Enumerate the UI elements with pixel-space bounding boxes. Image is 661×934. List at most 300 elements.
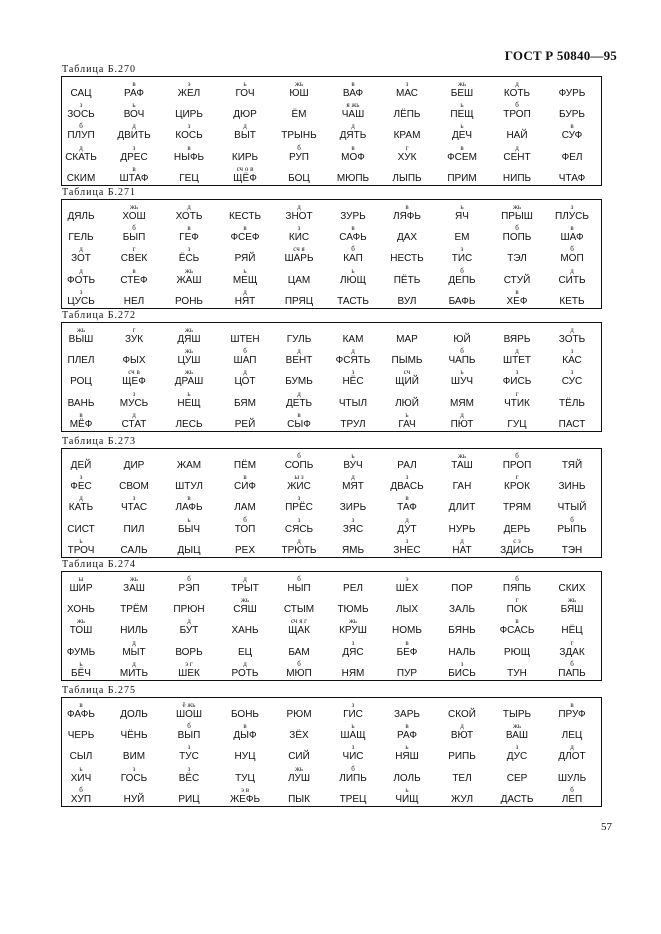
pronunciation-mark: г — [132, 326, 136, 334]
word-text: ЧИЩ — [395, 793, 419, 805]
word-text: ГАН — [452, 481, 472, 493]
pronunciation-mark: б — [570, 245, 574, 254]
word-text: САЛЬ — [120, 544, 148, 556]
word-text: ХИЧ — [70, 772, 92, 784]
word-text: ХОТЬ — [175, 211, 203, 222]
table-title: Таблица Б.271 — [62, 187, 137, 198]
word-text: ПЛУП — [67, 130, 95, 142]
word-text: ДВАСЬ — [390, 481, 424, 493]
pronunciation-mark: з — [460, 659, 464, 668]
word-text: МАР — [396, 334, 418, 345]
word-text: КАС — [562, 355, 582, 367]
pronunciation-mark: ь — [351, 266, 355, 275]
pronunciation-mark: б — [187, 722, 191, 731]
word-text: БЫЧ — [177, 523, 201, 535]
word-text: МУСЬ — [119, 397, 149, 409]
word-text: НИЛЬ — [120, 625, 148, 637]
word-cell — [434, 287, 490, 313]
pronunciation-mark: б — [351, 245, 355, 254]
table-row — [62, 659, 601, 685]
word-cell — [489, 164, 545, 190]
pronunciation-mark: д — [570, 743, 574, 752]
pronunciation-mark: в — [515, 617, 519, 626]
pronunciation-mark: д — [351, 122, 355, 131]
pronunciation-mark: в — [297, 410, 301, 419]
word-text: ДАХ — [396, 232, 418, 244]
pronunciation-mark: ы з — [294, 473, 304, 482]
word-text: ЧЁНЬ — [120, 730, 148, 742]
pronunciation-mark: з — [351, 701, 355, 709]
pronunciation-mark: з — [187, 245, 191, 254]
word-text: СЕР — [506, 772, 528, 784]
word-text: СЕНТ — [503, 151, 531, 163]
pronunciation-mark: ь — [243, 80, 247, 88]
word-text: ДЯТЬ — [339, 130, 367, 142]
pronunciation-mark: в — [405, 722, 409, 731]
word-text: ЗДАК — [559, 646, 585, 658]
word-text: ЧТАФ — [558, 172, 586, 184]
word-text: РЕЛ — [343, 583, 363, 594]
pronunciation-mark: з — [515, 368, 519, 377]
word-text: ЧАПЬ — [448, 355, 476, 367]
pronunciation-mark: з — [405, 473, 409, 482]
word-text: ЧТИК — [504, 397, 530, 409]
word-cell — [434, 785, 490, 811]
word-text: ТРЯМ — [502, 502, 532, 514]
pronunciation-mark: ь — [460, 101, 464, 110]
pronunciation-mark: д — [460, 410, 464, 419]
word-text: ЁМ — [291, 109, 307, 121]
word-text: ШАП — [233, 355, 257, 367]
pronunciation-mark: ь — [187, 389, 191, 398]
word-text: НИПЬ — [502, 172, 532, 184]
word-cell — [53, 287, 109, 313]
word-text: ЗЯС — [342, 523, 364, 535]
word-cell — [434, 410, 490, 436]
pronunciation-mark: д — [187, 617, 191, 626]
word-text: ПОР — [451, 583, 473, 594]
word-text: ЛЕЦ — [561, 730, 583, 742]
word-text: ТАСТЬ — [337, 295, 369, 307]
pronunciation-mark: д — [132, 410, 136, 419]
word-text: ДЕЧ — [451, 130, 473, 142]
word-text: ВЕНТ — [285, 355, 313, 367]
pronunciation-mark: с з — [513, 536, 521, 545]
pronunciation-mark: в — [132, 80, 136, 88]
word-text: ЮШ — [289, 88, 309, 99]
word-text: ТЯЙ — [561, 460, 583, 471]
pronunciation-mark: д — [515, 80, 519, 88]
word-text: КРАМ — [393, 130, 421, 142]
word-text: ФИСЬ — [502, 376, 532, 388]
word-text: ПРИМ — [447, 172, 477, 184]
word-text: СИЙ — [288, 751, 310, 763]
word-text: ТРЫНЬ — [281, 130, 317, 142]
pronunciation-mark: сч я г — [290, 617, 308, 626]
pronunciation-mark: ё жь — [182, 701, 196, 709]
pronunciation-mark: з — [187, 743, 191, 752]
word-text: ПЛУСЬ — [555, 211, 589, 222]
word-cell — [544, 410, 600, 436]
word-text: ДЫЦ — [177, 544, 201, 556]
word-text: ЧТЫЛ — [338, 397, 368, 409]
word-text: НУРЬ — [448, 523, 476, 535]
word-text: БЯМ — [233, 397, 256, 409]
pronunciation-mark: д — [243, 659, 247, 668]
word-cell — [325, 536, 381, 562]
word-text: РЮМ — [286, 709, 312, 720]
word-text: ХОШ — [122, 211, 146, 222]
pronunciation-mark: в — [405, 203, 409, 211]
word-cell — [379, 164, 435, 190]
pronunciation-mark: г — [405, 143, 409, 152]
pronunciation-mark: б — [351, 764, 355, 773]
word-text: КАТЬ — [68, 502, 94, 514]
pronunciation-mark: жь — [129, 203, 139, 211]
word-text: СУФ — [561, 130, 583, 142]
pronunciation-mark: в — [187, 224, 191, 233]
word-text: САФЬ — [339, 232, 367, 244]
word-text: ЗНЕС — [393, 544, 421, 556]
word-text: ПРУФ — [558, 709, 586, 720]
word-text: ЗИРЬ — [339, 502, 367, 514]
word-text: ДРЕС — [120, 151, 148, 163]
pronunciation-mark: д — [515, 143, 519, 152]
word-text: ЛЁПЬ — [393, 109, 421, 121]
word-cell — [161, 659, 217, 685]
word-text: БЯНЬ — [448, 625, 476, 637]
word-text: ФУМЬ — [66, 646, 96, 658]
word-text: ПЮТ — [450, 418, 474, 430]
pronunciation-mark: ь — [460, 368, 464, 377]
word-text: ЛЮЙ — [395, 397, 419, 409]
pronunciation-mark: ь — [405, 410, 409, 419]
word-cell — [379, 659, 435, 685]
pronunciation-mark: в — [79, 701, 83, 709]
pronunciation-mark: б — [297, 575, 301, 583]
pronunciation-mark: д — [187, 203, 191, 211]
word-text: ЗИНЬ — [558, 481, 586, 493]
word-text: ШОШ — [175, 709, 203, 720]
word-text: ПОПЬ — [502, 232, 532, 244]
word-text: ФЫХ — [122, 355, 146, 367]
pronunciation-mark: в — [79, 410, 83, 419]
pronunciation-mark: сч о в — [236, 164, 254, 173]
word-text: ЖУЛ — [450, 793, 474, 805]
word-text: НАЛЬ — [448, 646, 476, 658]
word-cell — [434, 659, 490, 685]
pronunciation-mark: э — [405, 575, 409, 583]
pronunciation-mark: д — [79, 143, 83, 152]
word-text: ДЫФ — [233, 730, 257, 742]
word-text: РОНЬ — [174, 295, 203, 307]
pronunciation-mark: з — [570, 203, 574, 211]
word-text: БАМ — [288, 646, 310, 658]
pronunciation-mark: д — [243, 287, 247, 296]
word-cell — [106, 164, 162, 190]
pronunciation-mark: жь — [294, 764, 304, 773]
word-text: ШТЕТ — [502, 355, 532, 367]
pronunciation-mark: я жь — [346, 101, 360, 110]
word-text: МЮП — [286, 667, 312, 679]
word-text: ВИМ — [122, 751, 146, 763]
pronunciation-mark: ь — [132, 101, 136, 110]
word-text: ДЛОТ — [558, 751, 586, 763]
pronunciation-mark: з — [405, 80, 409, 88]
pronunciation-mark: з — [570, 368, 574, 377]
word-text: ВОРЬ — [175, 646, 203, 658]
pronunciation-mark: д — [132, 638, 136, 647]
word-cell — [106, 785, 162, 811]
pronunciation-mark: д — [570, 266, 574, 275]
word-text: ВЫШ — [68, 334, 94, 345]
pronunciation-mark: б — [515, 575, 519, 583]
word-cell — [217, 287, 273, 313]
pronunciation-mark: б — [460, 266, 464, 275]
pronunciation-mark: ь — [460, 203, 464, 211]
pronunciation-mark: з — [351, 515, 355, 524]
word-text: ВУЧ — [343, 460, 363, 471]
pronunciation-mark: г — [570, 638, 574, 647]
word-text: КЕСТЬ — [228, 211, 262, 222]
word-text: ПУР — [396, 667, 418, 679]
pronunciation-mark: д — [132, 659, 136, 668]
pronunciation-mark: в — [243, 224, 247, 233]
word-text: ПАСТ — [558, 418, 586, 430]
table-row — [62, 287, 601, 313]
word-cell — [325, 287, 381, 313]
word-text: ВУЛ — [397, 295, 417, 307]
word-text: НЕЩ — [177, 397, 201, 409]
word-text: ЖАМ — [176, 460, 202, 471]
word-text: ЕМ — [454, 232, 470, 244]
pronunciation-mark: ь — [243, 266, 247, 275]
word-text: ЛЯФЬ — [393, 211, 421, 222]
pronunciation-mark: жь — [76, 326, 86, 334]
pronunciation-mark: г — [515, 473, 519, 482]
word-text: ЩАК — [288, 625, 310, 637]
table-title: Таблица Б.273 — [62, 436, 137, 447]
word-text: ПЫК — [288, 793, 310, 805]
word-text: ДУС — [506, 751, 528, 763]
word-text: ТЮМЬ — [337, 604, 369, 616]
word-text: РЕЙ — [234, 418, 256, 430]
word-text: ТАШ — [451, 460, 473, 471]
word-text: БУМЬ — [285, 376, 313, 388]
word-text: ЦАМ — [287, 274, 311, 286]
pronunciation-mark: б — [515, 101, 519, 110]
word-text: РЭП — [178, 583, 200, 594]
word-text: ПЁМ — [233, 460, 257, 471]
word-text: БАФЬ — [448, 295, 476, 307]
word-cell — [544, 164, 600, 190]
word-text: ЛЫХ — [395, 604, 419, 616]
word-text: ХАНЬ — [231, 625, 259, 637]
word-text: ТУН — [507, 667, 527, 679]
pronunciation-mark: з — [297, 494, 301, 503]
word-text: СКАТЬ — [65, 151, 97, 163]
pronunciation-mark: з — [405, 536, 409, 545]
pronunciation-mark: д — [351, 473, 355, 482]
word-text: ЖЕЛ — [177, 88, 201, 99]
pronunciation-mark: б — [187, 575, 191, 583]
word-text: ТУС — [179, 751, 199, 763]
pronunciation-mark: жь — [240, 596, 250, 605]
word-text: РИЦ — [178, 793, 200, 805]
table-row — [62, 164, 601, 190]
pronunciation-mark: д — [297, 536, 301, 545]
word-text: КИРЬ — [231, 151, 259, 163]
pronunciation-mark: в — [187, 143, 191, 152]
pronunciation-mark: з — [79, 101, 83, 110]
table-row — [62, 410, 601, 436]
pronunciation-mark: з — [132, 143, 136, 152]
pronunciation-mark: б — [79, 785, 83, 794]
word-text: РАФ — [397, 730, 417, 742]
pronunciation-mark: д — [515, 347, 519, 356]
word-text: ЗЁХ — [289, 730, 309, 742]
word-text: КОСЬ — [175, 130, 203, 142]
word-text: ШЕК — [178, 667, 200, 679]
word-text: КРОК — [504, 481, 530, 493]
word-text: ВЫТ — [234, 130, 256, 142]
pronunciation-mark: з — [132, 764, 136, 773]
pronunciation-mark: д — [460, 536, 464, 545]
word-text: ЗНОТ — [285, 211, 313, 222]
pronunciation-mark: в — [132, 164, 136, 173]
word-text: ТРЁМ — [120, 604, 148, 616]
word-cell — [217, 659, 273, 685]
word-text: ВАШ — [505, 730, 529, 742]
word-cell — [53, 410, 109, 436]
word-text: БУТ — [179, 625, 199, 637]
word-text: ЗДИСЬ — [500, 544, 534, 556]
word-text: ДЮР — [233, 109, 257, 121]
pronunciation-mark: в — [187, 494, 191, 503]
pronunciation-mark: з — [351, 743, 355, 752]
word-text: РАФ — [124, 88, 144, 99]
word-text: ЗАШ — [123, 583, 145, 594]
table-row — [62, 536, 601, 562]
word-text: ТЫРЬ — [502, 709, 532, 720]
pronunciation-mark: б — [79, 122, 83, 131]
pronunciation-mark: з — [79, 473, 83, 482]
pronunciation-mark: д — [570, 326, 574, 334]
table-row — [62, 785, 601, 811]
word-cell — [217, 164, 273, 190]
pronunciation-mark: жь — [567, 596, 577, 605]
pronunciation-mark: в — [351, 80, 355, 88]
word-text: ДЯС — [342, 646, 364, 658]
word-text: НЁЦ — [561, 625, 583, 637]
word-cell — [161, 164, 217, 190]
word-text: ТРУЛ — [340, 418, 366, 430]
word-text: СИСТ — [67, 523, 95, 535]
pronunciation-mark: д — [243, 575, 247, 583]
pronunciation-mark: жь — [294, 80, 304, 88]
word-text: ГУЛЬ — [286, 334, 312, 345]
word-cell — [325, 164, 381, 190]
word-text: ГОСЬ — [120, 772, 148, 784]
word-cell — [325, 785, 381, 811]
word-text: ТРЮТЬ — [281, 544, 317, 556]
word-text: ФСЕМ — [447, 151, 477, 163]
pronunciation-mark: сч в — [128, 368, 140, 377]
pronunciation-mark: б — [515, 224, 519, 233]
word-text: ТЭН — [561, 544, 583, 556]
word-text: ТРОП — [503, 109, 531, 121]
word-text: ЯЧ — [455, 211, 469, 222]
word-cell — [489, 659, 545, 685]
word-text: ХУК — [397, 151, 417, 163]
word-cell — [544, 536, 600, 562]
pronunciation-mark: з — [351, 638, 355, 647]
word-text: КИС — [288, 232, 310, 244]
pronunciation-mark: б — [243, 515, 247, 524]
word-text: НЯШ — [395, 751, 419, 763]
word-text: ТАФ — [397, 502, 417, 514]
word-text: ДЕЙ — [70, 460, 92, 471]
pronunciation-mark: з — [460, 245, 464, 254]
word-text: ПРЮН — [173, 604, 205, 616]
word-text: БЕФ — [396, 646, 418, 658]
word-text: ЩИЙ — [395, 376, 419, 388]
pronunciation-mark: д — [243, 368, 247, 377]
word-cell — [544, 287, 600, 313]
word-text: СИФ — [233, 481, 256, 493]
pronunciation-mark: жь — [512, 203, 522, 211]
word-text: РЫПЬ — [557, 523, 587, 535]
word-table — [61, 697, 602, 807]
word-text: СКИМ — [66, 172, 96, 184]
word-text: СЫЛ — [69, 751, 93, 763]
pronunciation-mark: г — [515, 389, 519, 398]
pronunciation-mark: ь — [405, 785, 409, 794]
pronunciation-mark: э в — [240, 785, 250, 794]
word-text: ЧИС — [342, 751, 364, 763]
word-text: БОНЬ — [230, 709, 259, 720]
pronunciation-mark: в — [405, 494, 409, 503]
word-text: БОЦ — [288, 172, 310, 184]
word-text: ХУП — [70, 793, 92, 805]
word-cell — [544, 659, 600, 685]
word-cell — [434, 164, 490, 190]
word-text: НЁС — [342, 376, 364, 388]
word-text: ЕЦ — [237, 646, 253, 658]
word-text: ШТЕН — [230, 334, 260, 345]
word-text: НЯТ — [234, 295, 256, 307]
pronunciation-mark: з — [132, 389, 136, 398]
pronunciation-mark: д — [297, 389, 301, 398]
pronunciation-mark: в — [460, 143, 464, 152]
word-text: ДЕПЬ — [448, 274, 476, 286]
word-text: ХЕФ — [506, 295, 528, 307]
word-cell — [544, 785, 600, 811]
pronunciation-mark: жь — [184, 266, 194, 275]
word-text: ЯМЬ — [341, 544, 365, 556]
table-title: Таблица Б.270 — [62, 64, 137, 75]
word-cell — [53, 164, 109, 190]
word-cell — [379, 287, 435, 313]
word-cell — [161, 785, 217, 811]
word-text: ДЯШ — [177, 334, 201, 345]
word-text: ВЁС — [178, 772, 200, 784]
word-text: ДАСТЬ — [500, 793, 534, 805]
document-header: ГОСТ Р 50840—95 — [504, 48, 617, 63]
word-cell — [489, 785, 545, 811]
word-text: ГИС — [343, 709, 363, 720]
word-text: ПРЯЦ — [284, 295, 314, 307]
